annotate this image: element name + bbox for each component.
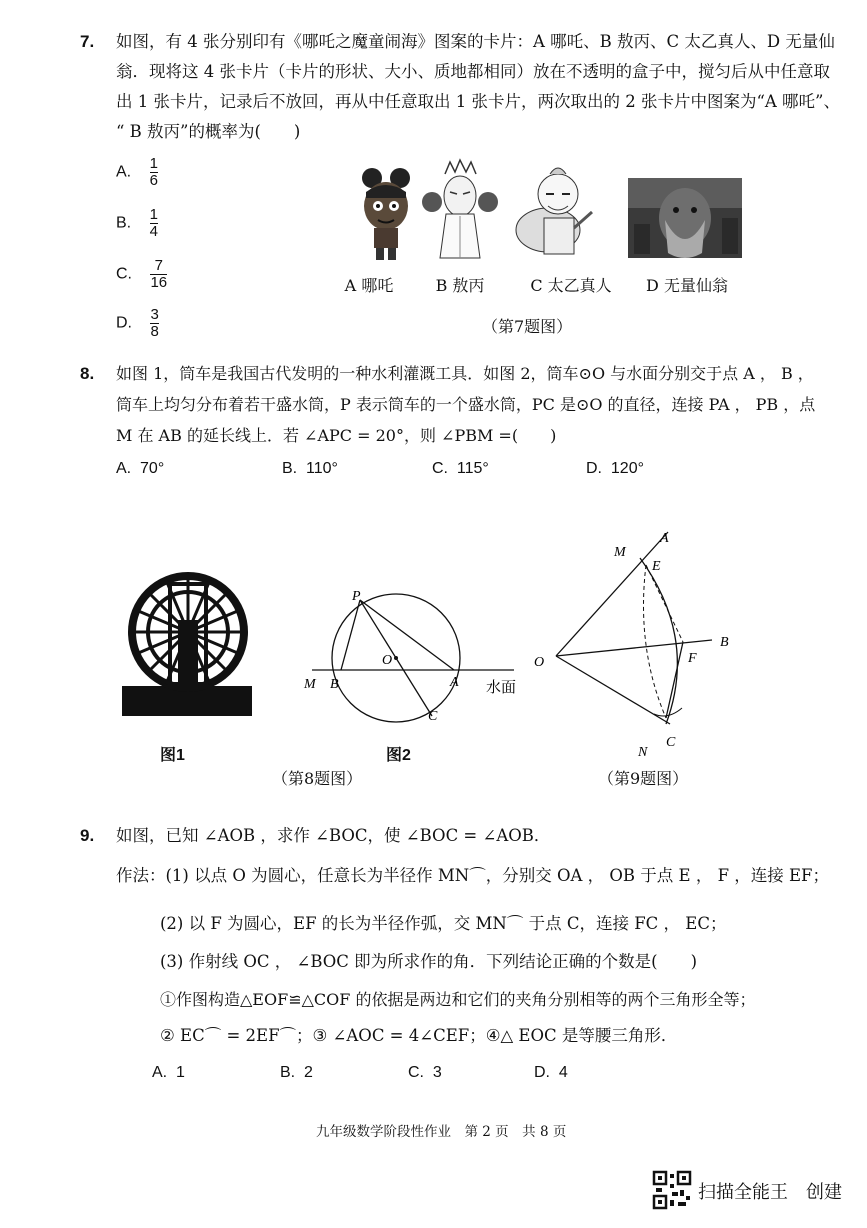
- q8-option-c: C. 115°: [432, 460, 489, 477]
- fig9-point-b: B: [720, 635, 729, 650]
- q8-text-line-1: 如图 1，筒车是我国古代发明的一种水利灌溉工具．如图 2，筒车⊙O 与水面分别交于点 A ， B ，: [116, 364, 814, 383]
- taiyi-zhenren-image: [516, 168, 592, 254]
- q9-figure-caption: （第9题图）: [598, 769, 689, 788]
- question-7-number: 7.: [80, 32, 95, 51]
- q7-option-a: [116, 156, 158, 189]
- scanner-watermark: 扫描全能王 创建: [698, 1182, 842, 1203]
- fig2-point-p: P: [352, 589, 361, 604]
- q7-option-a-fraction: $\frac{1}{6}$: [149, 155, 158, 189]
- fig9-point-e: E: [652, 559, 661, 574]
- q7-option-c-label: C.: [116, 265, 132, 283]
- q9-text-line-4: (3) 作射线 OC ， ∠BOC 即为所求作的角．下列结论正确的个数是( ): [160, 952, 698, 971]
- q7-option-a-label: A.: [116, 163, 132, 181]
- fig9-point-f: F: [688, 651, 697, 666]
- wuliang-xianweng-image: [628, 178, 742, 258]
- q7-card-label-b: B 敖丙: [435, 276, 485, 295]
- fig2-water-label: 水面: [486, 680, 517, 696]
- q8-option-a: A. 70°: [116, 460, 165, 477]
- q8-fig1-waterwheel: [118, 560, 258, 720]
- q9-option-d: D. 4: [534, 1064, 568, 1081]
- q7-text-line-4: “ B 敖丙”的概率为( ): [116, 122, 301, 141]
- q7-card-label-a: A 哪吒: [344, 276, 394, 295]
- q9-text-line-5: ①作图构造△EOF≌△COF 的依据是两边和它们的夹角分别相等的两个三角形全等；: [160, 990, 756, 1009]
- q7-option-b-fraction: $\frac{1}{4}$: [149, 206, 158, 240]
- q8-fig2-label: 图2: [386, 747, 411, 764]
- q7-text-line-1: 如图，有 4 张分别印有《哪吒之魔童闹海》图案的卡片：A 哪吒、B 敖丙、C 太乙真人、D 无量仙: [116, 32, 835, 51]
- q7-option-b-label: B.: [116, 214, 132, 232]
- q7-text-line-2: 翁．现将这 4 张卡片（卡片的形状、大小、质地都相同）放在不透明的盒子中，搅匀后从中任意取: [116, 62, 830, 81]
- q7-card-images: [330, 158, 750, 266]
- question-8-number: 8.: [80, 364, 95, 383]
- fig2-point-m: M: [304, 677, 316, 692]
- q8-figure-caption: （第8题图）: [272, 769, 363, 788]
- fig2-point-a: A: [450, 675, 459, 690]
- question-9-number: 9.: [80, 826, 95, 845]
- fig9-point-o: O: [534, 655, 545, 670]
- q9-figure-diagram: [528, 528, 748, 758]
- fig9-point-m: M: [614, 545, 626, 560]
- q7-figure-caption: （第7题图）: [482, 317, 573, 336]
- q8-option-b: B. 110°: [282, 460, 338, 477]
- q8-fig1-label: 图1: [160, 747, 185, 764]
- fig2-point-c: C: [428, 709, 438, 724]
- q9-option-b: B. 2: [280, 1064, 313, 1081]
- q7-card-label-c: C 太乙真人: [530, 276, 612, 295]
- q8-fig2-diagram: [296, 584, 526, 734]
- q8-text-line-2: 筒车上均匀分布着若干盛水筒，P 表示筒车的一个盛水筒，PC 是⊙O 的直径，连接 PA ， PB ，点: [116, 395, 816, 414]
- qr-code-icon: [652, 1170, 692, 1210]
- q9-option-a: A. 1: [152, 1064, 185, 1081]
- q7-option-d-fraction: $\frac{3}{8}$: [150, 306, 159, 340]
- nezha-image: [362, 168, 410, 260]
- fig9-point-a: A: [660, 531, 669, 546]
- q7-card-label-d: D 无量仙翁: [646, 276, 728, 295]
- q9-text-line-6: ② EC⌒ = 2EF⌒；③ ∠AOC = 4∠CEF；④△ EOC 是等腰三角形．: [160, 1026, 678, 1045]
- fig2-point-b: B: [330, 677, 339, 692]
- q7-option-d-label: D.: [116, 314, 132, 332]
- q9-option-c: C. 3: [408, 1064, 442, 1081]
- q8-option-d: D. 120°: [586, 460, 644, 477]
- q7-option-c-fraction: $\frac{7}{16}$: [150, 257, 168, 291]
- page-footer: 九年级数学阶段性作业 第 2 页 共 8 页: [316, 1124, 567, 1140]
- q7-option-b: [116, 207, 158, 240]
- fig9-point-n: N: [638, 745, 648, 758]
- q7-option-c: [116, 258, 167, 291]
- q9-text-line-1: 如图，已知 ∠AOB ，求作 ∠BOC，使 ∠BOC = ∠AOB．: [116, 826, 551, 845]
- q9-text-line-2: 作法：(1) 以点 O 为圆心，任意长为半径作 MN⌒，分别交 OA ， OB 于点 E ， F ，连接 EF；: [116, 866, 829, 885]
- q7-text-line-3: 出 1 张卡片，记录后不放回，再从中任意取出 1 张卡片，两次取出的 2 张卡片中图案为“A 哪吒”、: [116, 92, 840, 111]
- aobing-image: [422, 160, 498, 258]
- fig9-point-c: C: [666, 735, 676, 750]
- fig2-point-o: O: [382, 653, 393, 668]
- q7-option-d: [116, 307, 159, 340]
- q8-text-line-3: M 在 AB 的延长线上．若 ∠APC = 20°，则 ∠PBM =( ): [116, 426, 557, 445]
- q9-text-line-3: (2) 以 F 为圆心，EF 的长为半径作弧，交 MN⌒ 于点 C，连接 FC ， EC；: [160, 914, 727, 933]
